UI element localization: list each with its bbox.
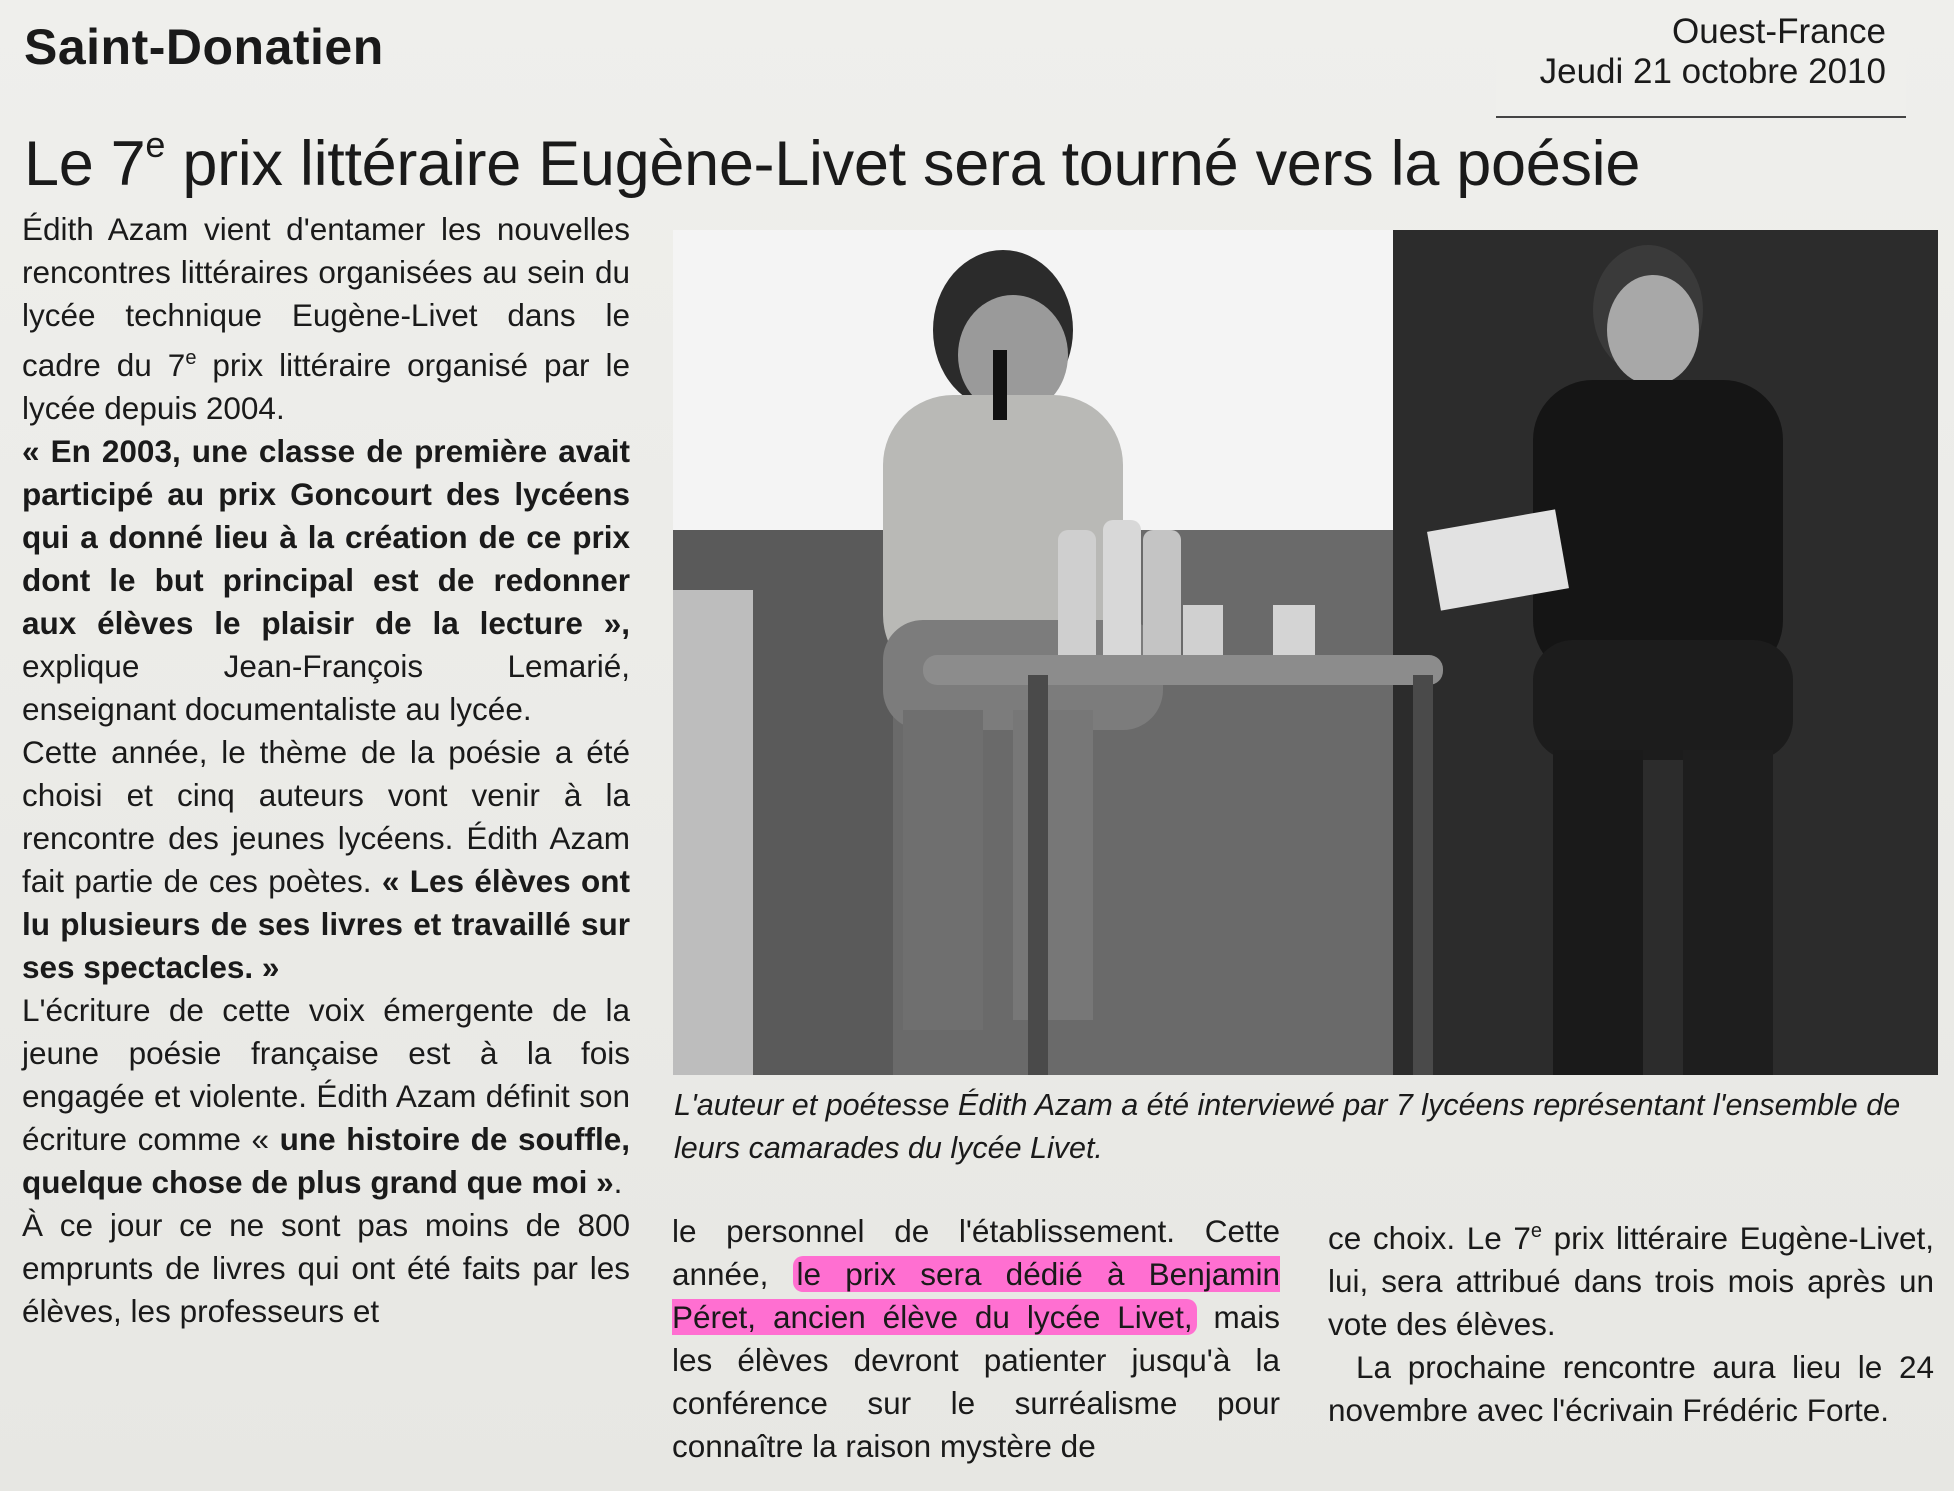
headline-part: Le 7 bbox=[24, 129, 146, 199]
photo-illustration bbox=[673, 230, 1938, 1075]
quote: « Les élèves ont lu plusieurs de ses livres et travaillé sur ses spectacles. » bbox=[22, 863, 630, 985]
article-photo bbox=[673, 230, 1938, 1075]
text: La prochaine rencontre aura lieu le 24 novembre avec l'écrivain Frédéric Forte. bbox=[1328, 1349, 1934, 1428]
section-title: Saint-Donatien bbox=[24, 19, 384, 75]
text: L'écriture de cette voix émergente de la jeune poésie française est à la fois engagée et violente. Édith Azam définit son écriture comme « bbox=[22, 992, 630, 1157]
paragraph bbox=[22, 1204, 630, 1333]
ordinal: e bbox=[1530, 1220, 1543, 1242]
headline-ordinal: e bbox=[145, 124, 166, 165]
photo-caption: L'auteur et poétesse Édith Azam a été interviewé par 7 lycéens représentant l'ensemble de leurs camarades du lycée Livet. bbox=[674, 1088, 1901, 1165]
highlighted-text: le prix sera dédié à Benjamin Péret, ancien élève du lycée Livet, bbox=[672, 1256, 1280, 1335]
text: ce choix. Le 7 bbox=[1328, 1220, 1531, 1256]
article-headline bbox=[24, 124, 1924, 200]
text: mais les élèves devront patienter jusqu'à la conférence sur le surréalisme pour connaître la raison mystère de bbox=[672, 1299, 1280, 1464]
text: . bbox=[613, 1164, 623, 1200]
ordinal: e bbox=[185, 347, 197, 369]
article-column-2 bbox=[672, 1210, 1280, 1468]
text: prix littéraire organisé par le lycée depuis 2004. bbox=[22, 347, 630, 426]
article-column-1 bbox=[22, 208, 630, 1333]
paragraph bbox=[22, 430, 630, 731]
paragraph bbox=[672, 1210, 1280, 1468]
quote: une histoire de souffle, quelque chose de plus grand que moi » bbox=[22, 1121, 630, 1200]
article-column-3 bbox=[1328, 1210, 1934, 1432]
text: prix littéraire Eugène-Livet, lui, sera attribué dans trois mois après un vote des élèves. bbox=[1328, 1220, 1934, 1342]
publication-date: Jeudi 21 octobre 2010 bbox=[1539, 52, 1886, 91]
text: Cette année, le thème de la poésie a été choisi et cinq auteurs vont venir à la rencontre des jeunes lycéens. Édith Azam fait partie de ces poètes. bbox=[22, 734, 630, 899]
paragraph bbox=[22, 208, 630, 430]
text: À ce jour ce ne sont pas moins de 800 emprunts de livres qui ont été faits par les élèves, les professeurs et bbox=[22, 1207, 630, 1329]
paragraph bbox=[22, 989, 630, 1204]
publication-name: Ouest-France bbox=[1672, 12, 1886, 51]
paragraph bbox=[1328, 1210, 1934, 1346]
masthead bbox=[1496, 10, 1906, 118]
text: explique Jean-François Lemarié, enseignant documentaliste au lycée. bbox=[22, 648, 630, 727]
paragraph bbox=[1328, 1346, 1934, 1432]
text: le personnel de l'établissement. Cette année, bbox=[672, 1213, 1280, 1292]
headline-part: prix littéraire Eugène-Livet sera tourné vers la poésie bbox=[165, 129, 1641, 199]
text: Édith Azam vient d'entamer les nouvelles rencontres littéraires organisées au sein du lycée technique Eugène-Livet dans le cadre du 7 bbox=[22, 211, 630, 383]
paragraph bbox=[22, 731, 630, 989]
quote: « En 2003, une classe de première avait participé au prix Goncourt des lycéens qui a donné lieu à la création de ce prix dont le but principal est de redonner aux élèves le plaisir de la lecture », bbox=[22, 433, 630, 641]
